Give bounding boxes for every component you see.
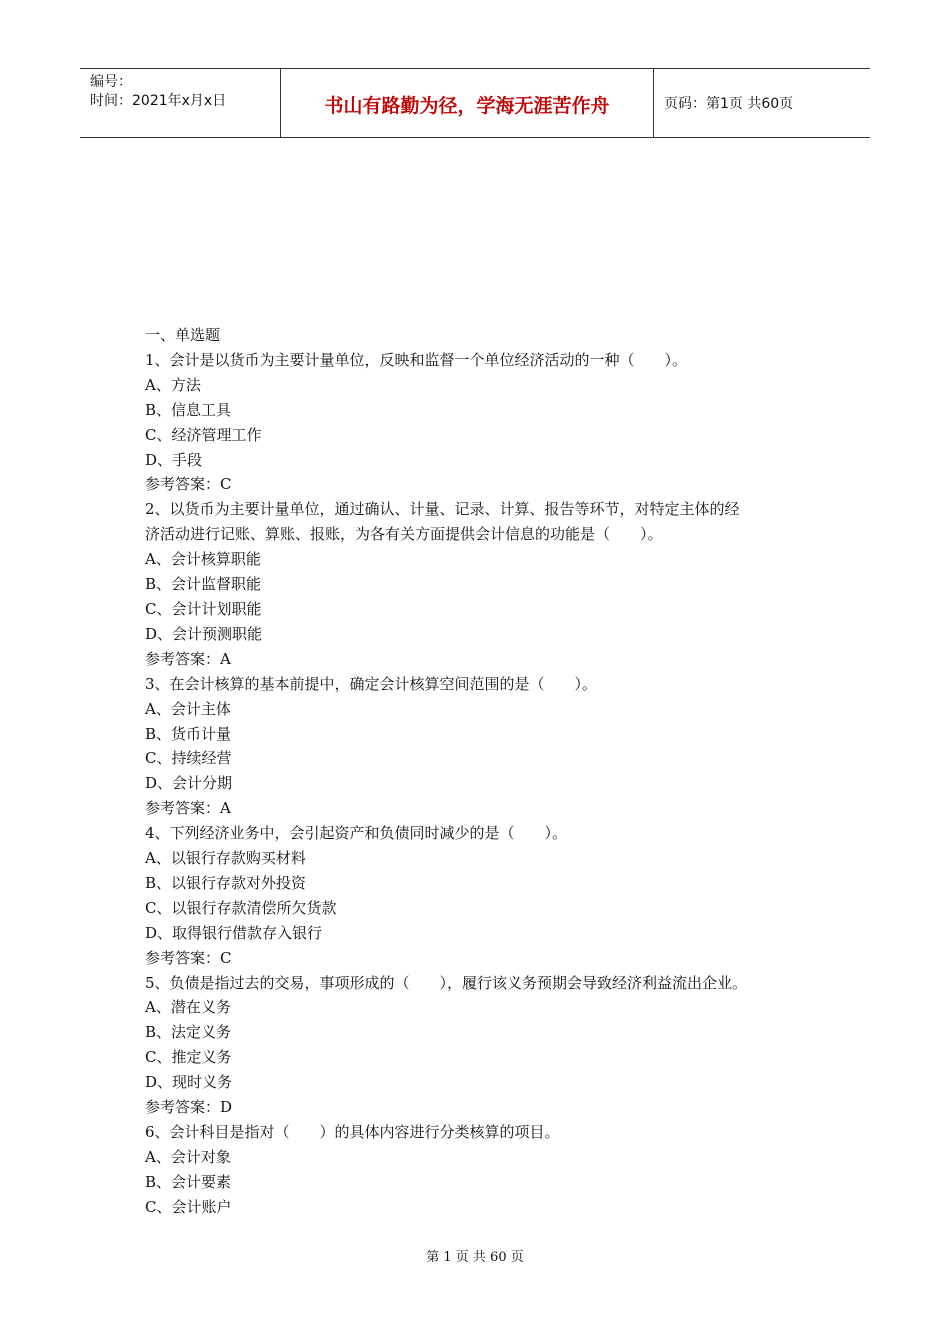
text-line: 参考答案：C — [145, 948, 232, 967]
text-line: 参考答案：A — [145, 649, 231, 668]
text-line: A、会计主体 — [145, 699, 231, 718]
page-header — [80, 68, 870, 138]
text-line: B、货币计量 — [145, 724, 232, 743]
text-line: B、会计监督职能 — [145, 575, 262, 594]
text-line: 参考答案：C — [145, 475, 232, 494]
text-line: 2、以货币为主要计量单位，通过确认、计量、记录、计算、报告等环节，对特定主体的经 — [145, 500, 740, 519]
text-line: B、信息工具 — [145, 400, 232, 419]
page-footer: 第 1 页 共 60 页 — [426, 1250, 524, 1265]
text-line: 参考答案：A — [145, 799, 231, 818]
text-line: 5、负债是指过去的交易，事项形成的（ ），履行该义务预期会导致经济利益流出企业。 — [145, 973, 748, 992]
number-label: 编号： — [90, 74, 132, 90]
text-line: A、会计对象 — [145, 1147, 231, 1166]
text-line: A、方法 — [145, 375, 201, 394]
text-line: D、会计分期 — [145, 774, 233, 793]
text-line: C、持续经营 — [145, 749, 232, 768]
text-line: D、手段 — [145, 450, 203, 469]
text-line: C、会计账户 — [145, 1197, 232, 1216]
text-line: D、现时义务 — [145, 1073, 233, 1092]
header-motto: 书山有路勤为径，学海无涯苦作舟 — [281, 69, 654, 137]
date-line: 时间：2021年x月x日 — [90, 93, 227, 109]
text-line: D、取得银行借款存入银行 — [145, 923, 323, 942]
text-line: C、以银行存款清偿所欠货款 — [145, 898, 337, 917]
text-line: B、会计要素 — [145, 1172, 232, 1191]
text-line: A、潜在义务 — [145, 998, 231, 1017]
text-line: C、推定义务 — [145, 1048, 232, 1067]
text-line: B、法定义务 — [145, 1023, 232, 1042]
text-line: 4、下列经济业务中，会引起资产和负债同时减少的是（ ）。 — [145, 824, 568, 843]
text-line: 济活动进行记账、算账、报账，为各有关方面提供会计信息的功能是（ ）。 — [145, 525, 663, 544]
header-page-info: 页码：第1页 共60页 — [664, 96, 794, 112]
header-left-cell — [80, 69, 281, 137]
text-line: B、以银行存款对外投资 — [145, 873, 307, 892]
text-line: C、经济管理工作 — [145, 425, 262, 444]
text-line: 1、会计是以货币为主要计量单位，反映和监督一个单位经济活动的一种（ ）。 — [145, 350, 688, 369]
text-line: C、会计计划职能 — [145, 599, 262, 618]
text-line: 参考答案：D — [145, 1098, 233, 1117]
text-line: A、以银行存款购买材料 — [145, 849, 306, 868]
text-line: 一、单选题 — [145, 326, 221, 344]
text-line: A、会计核算职能 — [145, 550, 261, 569]
text-line: 3、在会计核算的基本前提中，确定会计核算空间范围的是（ ）。 — [145, 674, 598, 693]
text-line: 6、会计科目是指对（ ）的具体内容进行分类核算的项目。 — [145, 1123, 560, 1141]
text-line: D、会计预测职能 — [145, 624, 263, 643]
question-list — [145, 323, 835, 1220]
